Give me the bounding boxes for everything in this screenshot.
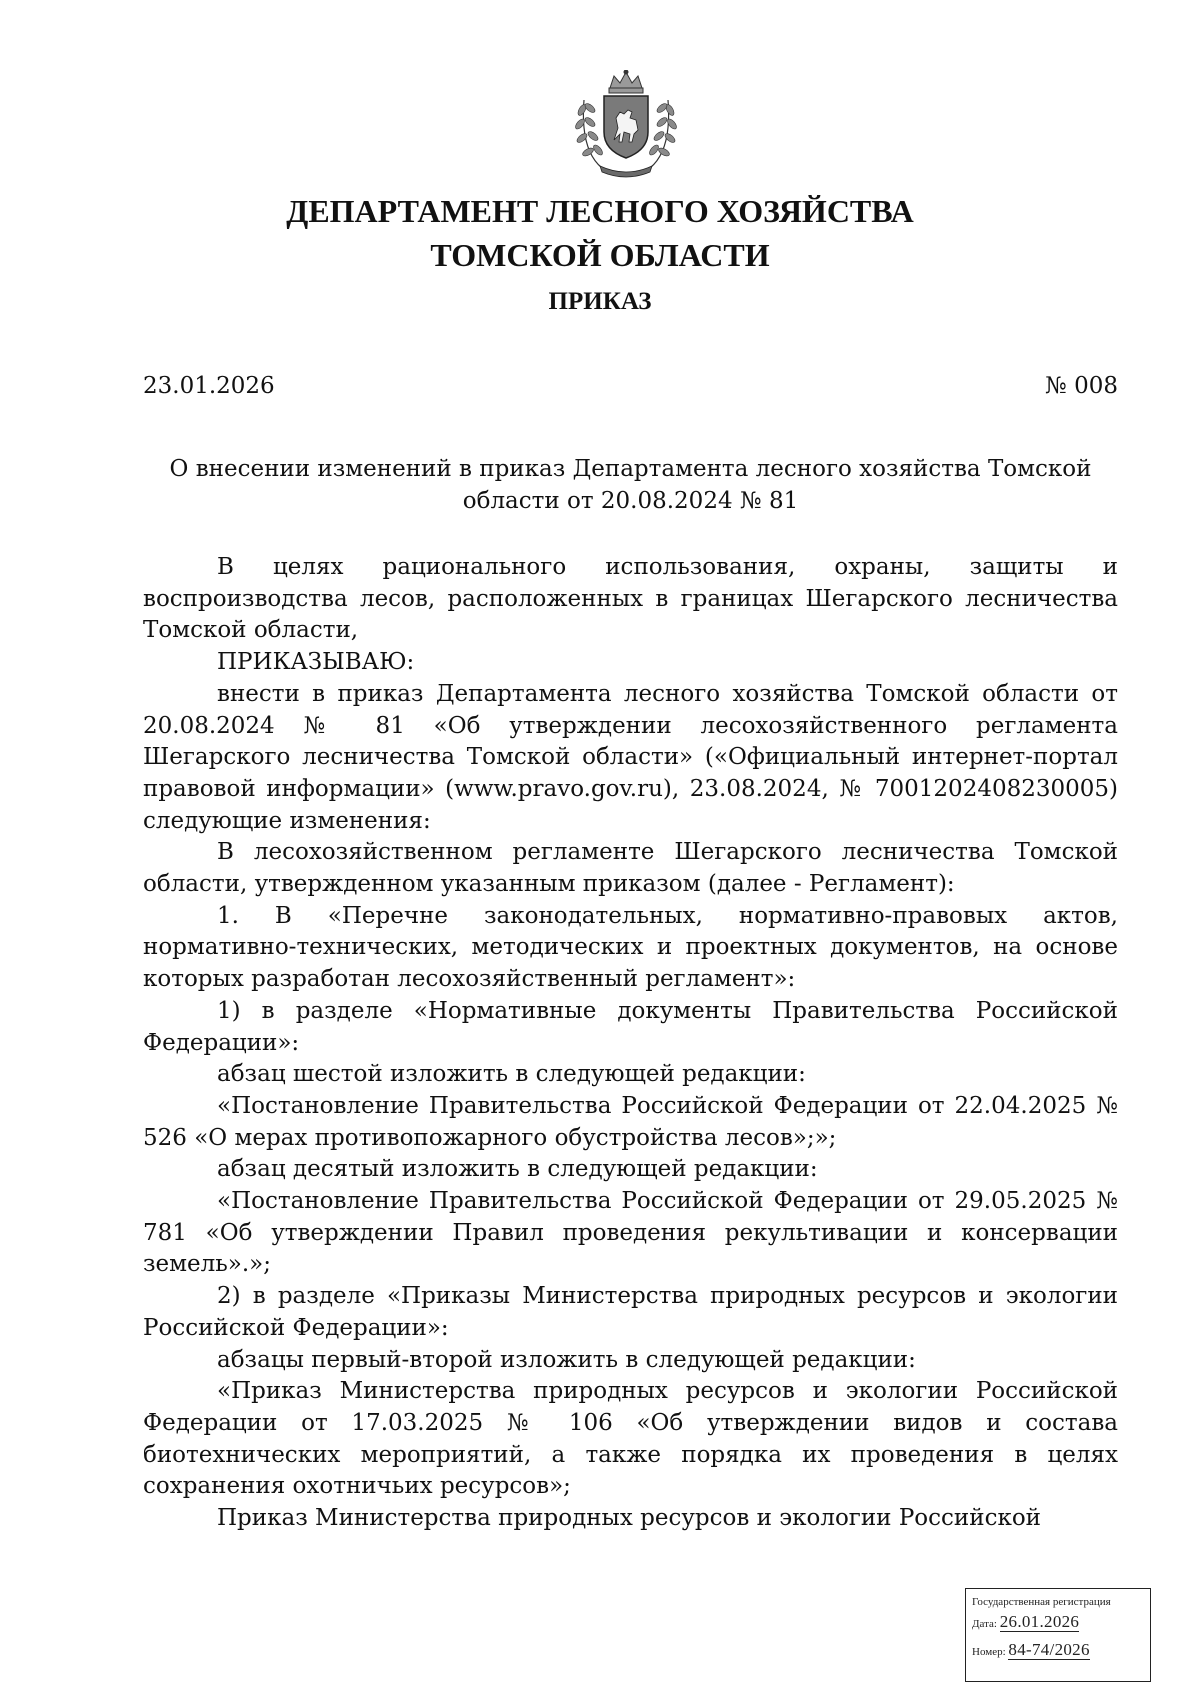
department-title-line2: ТОМСКОЙ ОБЛАСТИ: [430, 237, 770, 273]
document-subject: О внесении изменений в приказ Департамента лесного хозяйства Томской области от 20.08.2024 № 81: [169, 456, 1092, 514]
body-paragraph: В лесохозяйственном регламенте Шегарского лесничества Томской области, утвержденном указанным приказом (далее - Регламент):: [143, 839, 1118, 898]
document-meta: [143, 371, 1118, 401]
registration-date-value: 26.01.2026: [999, 1612, 1080, 1631]
department-title-line1: ДЕПАРТАМЕНТ ЛЕСНОГО ХОЗЯЙСТВА: [286, 193, 914, 229]
body-paragraph: абзацы первый-второй изложить в следующей редакции:: [217, 1346, 916, 1373]
registration-title: Государственная регистрация: [972, 1596, 1111, 1608]
body-paragraph: ПРИКАЗЫВАЮ:: [217, 649, 415, 676]
department-title: [0, 189, 1200, 277]
body-paragraph: Приказ Министерства природных ресурсов и экологии Российской: [217, 1505, 1042, 1532]
document-date: 23.01.2026: [143, 373, 275, 399]
body-paragraph: абзац десятый изложить в следующей редакции:: [217, 1156, 818, 1183]
body-paragraph: В целях рационального использования, охраны, защиты и воспроизводства лесов, расположенных в границах Шегарского лесничества Томской области,: [143, 554, 1118, 644]
body-paragraph: «Постановление Правительства Российской Федерации от 29.05.2025 № 781 «Об утверждении Правил проведения рекультивации и консервации земель».»;: [143, 1188, 1118, 1278]
document-type: ПРИКАЗ: [548, 288, 652, 315]
document-body: [143, 552, 1118, 1535]
registration-number-value: 84-74/2026: [1008, 1640, 1090, 1659]
coat-of-arms-emblem: [566, 70, 686, 182]
registration-stamp: [965, 1588, 1151, 1682]
body-paragraph: 1) в разделе «Нормативные документы Правительства Российской Федерации»:: [143, 997, 1118, 1056]
body-paragraph: внести в приказ Департамента лесного хозяйства Томской области от 20.08.2024 № 81 «Об утверждении лесохозяйственного регламента Шегарского лесничества Томской области» («Официальный интернет-портал правовой информации» (www.pravo.gov.ru), 23.08.2024, № 7001202408230005) следующие изменения:: [143, 680, 1118, 834]
body-paragraph: 2) в разделе «Приказы Министерства природных ресурсов и экологии Российской Федерации»:: [143, 1283, 1118, 1341]
body-paragraph: абзац шестой изложить в следующей редакции:: [217, 1061, 806, 1088]
body-paragraph: 1. В «Перечне законодательных, нормативно-правовых актов, нормативно-технических, методических и проектных документов, на основе которых разработан лесохозяйственный регламент»:: [143, 902, 1118, 993]
body-paragraph: «Постановление Правительства Российской Федерации от 22.04.2025 № 526 «О мерах противопожарного обустройства лесов»;»;: [143, 1092, 1118, 1151]
registration-number-line: [972, 1637, 1144, 1665]
registration-date-line: [972, 1609, 1144, 1637]
registration-number-label: Номер:: [972, 1646, 1006, 1658]
document-number: № 008: [1045, 373, 1118, 399]
body-paragraph: «Приказ Министерства природных ресурсов и экологии Российской Федерации от 17.03.2025 № 106 «Об утверждении видов и состава биотехнических мероприятий, а также порядка их проведения в целях сохранения охотничьих ресурсов»;: [143, 1378, 1118, 1500]
registration-date-label: Дата:: [972, 1618, 997, 1630]
